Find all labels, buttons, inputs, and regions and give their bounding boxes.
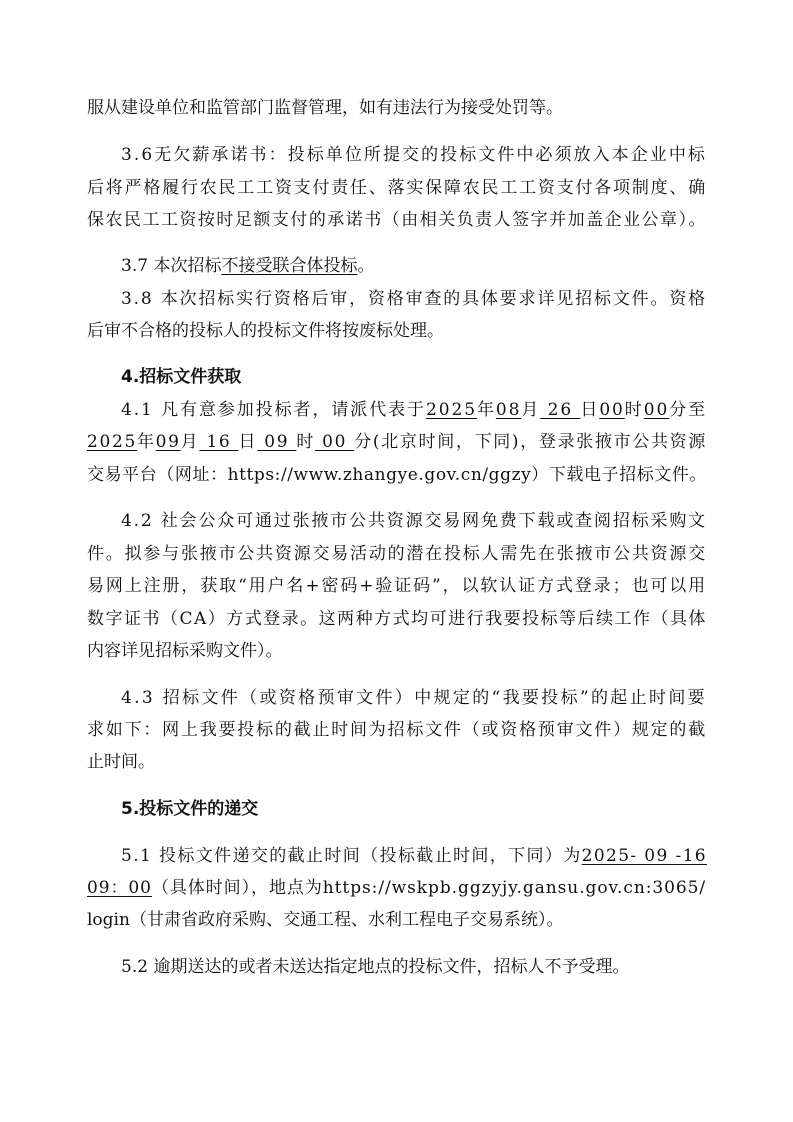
text-segment: 4.2 社会公众可通过张掖市公共资源交易网免费下载或查阅招标采购文: [121, 511, 707, 531]
text-line: [87, 607, 707, 631]
text-segment: 年: [476, 400, 496, 420]
text-segment: 保农民工工资按时足额支付的承诺书（由相关负责人签字并加盖企业公章）。: [87, 210, 707, 230]
text-line: [121, 509, 707, 533]
text-line: [87, 639, 283, 663]
underlined-text: 09: [257, 432, 297, 452]
text-line: [87, 718, 707, 742]
text-line: [121, 686, 707, 710]
text-segment: 止时间。: [87, 752, 155, 772]
underlined-text: 00: [643, 400, 670, 420]
text-line: [87, 208, 707, 232]
text-segment: 内容详见招标采购文件）。: [87, 641, 283, 661]
text-line: [87, 876, 706, 900]
text-segment: 交易平台（网址：https://www.zhangye.gov.cn/ggzy）下载电子招标文件。: [87, 465, 707, 485]
text-segment: 。: [357, 256, 375, 276]
underlined-text: 09: [155, 432, 181, 452]
text-segment: 4.3 招标文件（或资格预审文件）中规定的“我要投标”的起止时间要: [121, 688, 708, 708]
text-segment: 易网上注册，获取“用户名+密码+验证码”，以软认证方式登录；也可以用: [87, 576, 707, 596]
underlined-text: 08: [495, 400, 522, 420]
text-segment: 4.招标文件获取: [121, 367, 242, 387]
text-segment: 4.1 凡有意参加投标者，请派代表于: [121, 400, 426, 420]
text-segment: 分(北京时间，下同)，登录张掖市公共资源: [354, 432, 708, 452]
text-line: [87, 908, 563, 932]
text-segment: 件。拟参与张掖市公共资源交易活动的潜在投标人需先在张掖市公共资源交: [87, 544, 708, 564]
text-line: [121, 955, 629, 979]
underlined-text: 2025- 09 -16: [581, 846, 707, 866]
text-line: [87, 319, 444, 343]
text-segment: 日: [580, 400, 600, 420]
text-segment: 求如下：网上我要投标的截止时间为招标文件（或资格预审文件）规定的截: [87, 720, 708, 740]
text-segment: 月: [521, 400, 541, 420]
text-segment: 时: [296, 432, 316, 452]
text-segment: 3.7 本次招标: [121, 256, 222, 276]
text-segment: 月: [180, 432, 200, 452]
text-segment: 5.1 投标文件递交的截止时间（投标截止时间，下同）为: [121, 846, 582, 866]
text-segment: 数字证书（CA）方式登录。这两种方式均可进行我要投标等后续工作（具体: [87, 609, 707, 629]
text-line: [121, 287, 707, 311]
text-segment: login（甘肃省政府采购、交通工程、水利工程电子交易系统）。: [87, 910, 564, 930]
section-heading: [121, 365, 241, 389]
underlined-text: 2025: [87, 432, 137, 452]
text-segment: 日: [238, 432, 258, 452]
text-line: [121, 398, 707, 422]
text-line: [121, 844, 707, 868]
underlined-text: 2025: [425, 400, 477, 420]
text-line: [121, 254, 374, 278]
text-segment: 后将严格履行农民工工资支付责任、落实保障农民工工资支付各项制度、确: [87, 178, 708, 198]
text-segment: 分至: [669, 400, 708, 420]
text-segment: 5.2 逾期送达的或者未送达指定地点的投标文件，招标人不予受理。: [121, 957, 630, 977]
text-line: [87, 176, 707, 200]
section-heading: [121, 797, 258, 821]
text-line: [87, 96, 563, 120]
text-line: [121, 143, 707, 167]
underlined-text: 00: [315, 432, 355, 452]
text-segment: 后审不合格的投标人的投标文件将按废标处理。: [87, 321, 444, 341]
underlined-text: 00: [599, 400, 625, 420]
text-segment: 3.6无欠薪承诺书：投标单位所提交的投标文件中必须放入本企业中标: [121, 145, 707, 165]
underlined-text: 16: [199, 432, 239, 452]
text-line: [87, 463, 707, 487]
text-segment: （具体时间），地点为https://wskpb.ggzyjy.gansu.gov.cn:3065/: [151, 878, 707, 898]
text-line: [87, 430, 707, 454]
text-line: [87, 750, 155, 774]
underlined-text: 不接受联合体投标: [221, 256, 358, 276]
text-segment: 年: [136, 432, 156, 452]
underlined-text: 09：00: [87, 878, 152, 898]
text-segment: 服从建设单位和监管部门监督管理，如有违法行为接受处罚等。: [87, 98, 563, 118]
text-segment: 3.8 本次招标实行资格后审，资格审查的具体要求详见招标文件。资格: [121, 289, 707, 309]
text-segment: 5.投标文件的递交: [121, 799, 259, 819]
text-line: [87, 542, 707, 566]
underlined-text: 26: [540, 400, 581, 420]
text-line: [87, 574, 707, 598]
text-segment: 时: [624, 400, 644, 420]
